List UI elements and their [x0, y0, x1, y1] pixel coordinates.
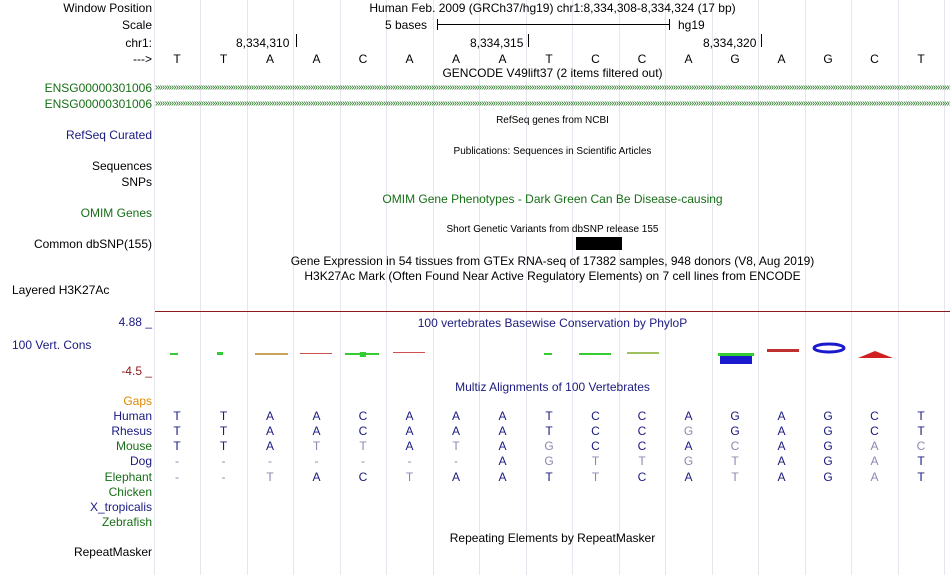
- rhesus-base: T: [545, 424, 553, 438]
- cons-mark-5-peak: [360, 352, 366, 357]
- rhesus-base: T: [173, 424, 181, 438]
- cons-max-label: 4.88 _: [118, 315, 152, 329]
- elephant-base: A: [498, 470, 507, 484]
- ruler-base: C: [870, 52, 879, 66]
- ruler-base: C: [637, 52, 647, 66]
- gencode-item-label-2[interactable]: ENSG00000301006: [44, 97, 152, 111]
- cons-mark-10: [718, 353, 754, 356]
- human-base: T: [545, 409, 553, 423]
- cons-logo-g-letter: [814, 344, 844, 352]
- human-base: C: [591, 409, 600, 423]
- gencode-gene-1[interactable]: [155, 83, 950, 93]
- gaps-label: Gaps: [123, 394, 152, 408]
- rhesus-base: A: [265, 424, 274, 438]
- dbsnp-track-label[interactable]: Common dbSNP(155): [33, 237, 152, 251]
- human-base: C: [358, 409, 368, 423]
- elephant-base: C: [358, 470, 368, 484]
- mouse-base: A: [265, 439, 274, 453]
- window-position-text: Human Feb. 2009 (GRCh37/hg19) chr1:8,334,308-8,334,324 (17 bp): [369, 1, 736, 15]
- human-base: G: [823, 409, 833, 423]
- species-label-x-tropicalis: X_tropicalis: [89, 500, 152, 514]
- elephant-base: -: [175, 470, 179, 484]
- dog-base: -: [454, 454, 458, 468]
- cons-mark-8: [579, 353, 611, 355]
- human-base: A: [684, 409, 693, 423]
- rhesus-base: A: [405, 424, 414, 438]
- elephant-base: T: [405, 470, 414, 484]
- gencode-gene-2[interactable]: [155, 99, 950, 109]
- repeatmasker-track-label[interactable]: RepeatMasker: [73, 545, 152, 559]
- cons-logo-a-letter: [858, 351, 893, 358]
- mouse-base: A: [684, 439, 693, 453]
- dog-base: -: [361, 454, 365, 468]
- mouse-base: A: [405, 439, 414, 453]
- rhesus-base: C: [870, 424, 879, 438]
- mouse-base: C: [730, 439, 740, 453]
- elephant-base: T: [266, 470, 274, 484]
- publications-track-title[interactable]: Publications: Sequences in Scientific Articles: [453, 146, 652, 157]
- mouse-base: C: [916, 439, 926, 453]
- elephant-base: A: [870, 470, 879, 484]
- ruler-base: C: [358, 52, 368, 66]
- window-position-label: Window Position: [63, 1, 152, 15]
- gencode-track-title[interactable]: GENCODE V49lift37 (2 items filtered out): [442, 66, 663, 80]
- h3k27ac-signal-line: [155, 311, 950, 312]
- cons-mark-1: [170, 353, 178, 355]
- rhesus-base: T: [917, 424, 925, 438]
- dog-base: -: [175, 454, 179, 468]
- cons-min-label: -4.5 _: [121, 364, 152, 378]
- mouse-base: A: [498, 439, 507, 453]
- ruler-base: A: [312, 52, 321, 66]
- cons-mark-4: [300, 353, 332, 354]
- ruler-position-1: 8,334,310: [236, 36, 290, 50]
- rhesus-base: A: [312, 424, 321, 438]
- elephant-base: T: [545, 470, 553, 484]
- strand-arrow-label: --->: [133, 52, 152, 66]
- ruler-position-2: 8,334,315: [470, 36, 524, 50]
- species-label-elephant: Elephant: [104, 470, 152, 484]
- scale-label: Scale: [121, 18, 152, 32]
- dog-base: G: [823, 454, 833, 468]
- dog-base: -: [268, 454, 272, 468]
- mouse-base: A: [870, 439, 879, 453]
- cons-mark-11: [767, 349, 799, 352]
- cons-track-label[interactable]: 100 Vert. Cons: [12, 338, 92, 352]
- multiz-track-title[interactable]: Multiz Alignments of 100 Vertebrates: [455, 380, 650, 394]
- mouse-base: T: [452, 439, 460, 453]
- human-base: C: [637, 409, 647, 423]
- scale-bar-left-tick: [437, 19, 438, 30]
- assembly-text: hg19: [678, 18, 705, 32]
- human-base: G: [730, 409, 740, 423]
- rhesus-base: C: [358, 424, 368, 438]
- mouse-base: G: [544, 439, 554, 453]
- elephant-base: -: [221, 470, 226, 484]
- ruler-base: A: [405, 52, 414, 66]
- cons-mark-9: [627, 352, 659, 354]
- mouse-base: A: [777, 439, 786, 453]
- ruler-base: A: [684, 52, 693, 66]
- dbsnp-track-title[interactable]: Short Genetic Variants from dbSNP release 155: [446, 224, 659, 235]
- rhesus-base: C: [591, 424, 600, 438]
- cons-logo-g: [720, 356, 752, 364]
- omim-track-title[interactable]: OMIM Gene Phenotypes - Dark Green Can Be Disease-causing: [382, 192, 723, 206]
- ruler-base: G: [730, 52, 740, 66]
- dog-base: A: [498, 454, 507, 468]
- mouse-base: G: [823, 439, 833, 453]
- track-label-column: [0, 0, 155, 575]
- human-base: T: [219, 409, 228, 423]
- rhesus-base: G: [823, 424, 833, 438]
- refseq-track-title[interactable]: RefSeq genes from NCBI: [496, 115, 609, 126]
- h3k27ac-track-title[interactable]: H3K27Ac Mark (Often Found Near Active Regulatory Elements) on 7 cell lines from ENCODE: [304, 269, 801, 283]
- omim-track-label[interactable]: OMIM Genes: [80, 206, 152, 220]
- species-label-rhesus: Rhesus: [111, 424, 152, 438]
- ruler-base: C: [591, 52, 600, 66]
- dog-base: G: [683, 454, 694, 468]
- rhesus-base: C: [637, 424, 647, 438]
- mouse-base: T: [173, 439, 181, 453]
- ruler-tick-1: [296, 34, 297, 47]
- human-base: A: [405, 409, 414, 423]
- rhesus-base: A: [777, 424, 786, 438]
- mouse-base: C: [591, 439, 600, 453]
- elephant-base: A: [777, 470, 786, 484]
- ruler-base: A: [777, 52, 786, 66]
- repeatmasker-track-title[interactable]: Repeating Elements by RepeatMasker: [449, 531, 656, 545]
- elephant-base: T: [917, 470, 925, 484]
- rhesus-base: T: [219, 424, 228, 438]
- rhesus-base: A: [498, 424, 507, 438]
- ruler-tick-2: [528, 34, 529, 47]
- mouse-base: C: [637, 439, 647, 453]
- human-base: T: [917, 409, 925, 423]
- gencode-item-label-1[interactable]: ENSG00000301006: [44, 81, 152, 95]
- scale-text: 5 bases: [385, 18, 428, 32]
- human-base: A: [451, 409, 460, 423]
- chr-label: chr1:: [125, 36, 152, 50]
- scale-bar-right-tick: [669, 19, 670, 30]
- ruler-position-3: 8,334,320: [703, 36, 757, 50]
- species-label-human: Human: [113, 409, 152, 423]
- human-base: A: [312, 409, 321, 423]
- cons-mark-2: [217, 352, 223, 355]
- elephant-base: T: [591, 470, 600, 484]
- gtex-track-title[interactable]: Gene Expression in 54 tissues from GTEx RNA-seq of 17382 samples, 948 donors (V8, Aug 2019): [290, 254, 815, 268]
- elephant-base: A: [312, 470, 321, 484]
- track-image-area[interactable]: [155, 0, 950, 575]
- rhesus-base: G: [683, 424, 694, 438]
- dog-base: G: [544, 454, 554, 468]
- dbsnp-variant[interactable]: [576, 237, 622, 250]
- dog-base: -: [221, 454, 226, 468]
- phylop-track-title[interactable]: 100 vertebrates Basewise Conservation by PhyloP: [417, 316, 688, 330]
- ruler-base: A: [265, 52, 274, 66]
- dog-base: -: [407, 454, 412, 468]
- human-base: A: [265, 409, 274, 423]
- elephant-base: C: [637, 470, 647, 484]
- ruler-base: G: [823, 52, 833, 66]
- elephant-base: T: [731, 470, 739, 484]
- human-base: C: [870, 409, 879, 423]
- scale-bar: [437, 24, 670, 25]
- ruler-base: A: [498, 52, 507, 66]
- cons-mark-6: [393, 352, 425, 353]
- human-base: T: [173, 409, 181, 423]
- species-label-zebrafish: Zebrafish: [101, 515, 152, 529]
- h3k27ac-track-label[interactable]: Layered H3K27Ac: [12, 283, 110, 297]
- cons-mark-3: [255, 353, 288, 355]
- ruler-base: T: [219, 52, 228, 66]
- mouse-base: T: [219, 439, 228, 453]
- ruler-tick-3: [761, 34, 762, 47]
- elephant-base: A: [451, 470, 460, 484]
- dog-base: T: [917, 454, 925, 468]
- sequences-track-label[interactable]: Sequences: [91, 159, 152, 173]
- mouse-base: T: [359, 439, 367, 453]
- species-label-mouse: Mouse: [115, 439, 152, 453]
- dog-base: -: [314, 454, 319, 468]
- mouse-base: T: [312, 439, 321, 453]
- phylop-conservation-plot[interactable]: [155, 335, 950, 367]
- dog-base: T: [638, 454, 646, 468]
- rhesus-base: G: [730, 424, 740, 438]
- ruler-base: T: [545, 52, 553, 66]
- ruler-base: A: [451, 52, 460, 66]
- ruler-base: T: [173, 52, 181, 66]
- dog-base: T: [591, 454, 600, 468]
- human-base: A: [777, 409, 786, 423]
- species-label-dog: Dog: [129, 454, 152, 468]
- cons-mark-7: [544, 353, 552, 355]
- rhesus-base: A: [451, 424, 460, 438]
- elephant-base: A: [684, 470, 693, 484]
- human-base: A: [498, 409, 507, 423]
- species-label-chicken: Chicken: [108, 485, 152, 499]
- refseq-track-label[interactable]: RefSeq Curated: [65, 128, 152, 142]
- dog-base: A: [870, 454, 879, 468]
- snps-track-label[interactable]: SNPs: [121, 175, 152, 189]
- ruler-base: T: [917, 52, 925, 66]
- elephant-base: G: [823, 470, 833, 484]
- dog-base: T: [731, 454, 739, 468]
- dog-base: A: [777, 454, 786, 468]
